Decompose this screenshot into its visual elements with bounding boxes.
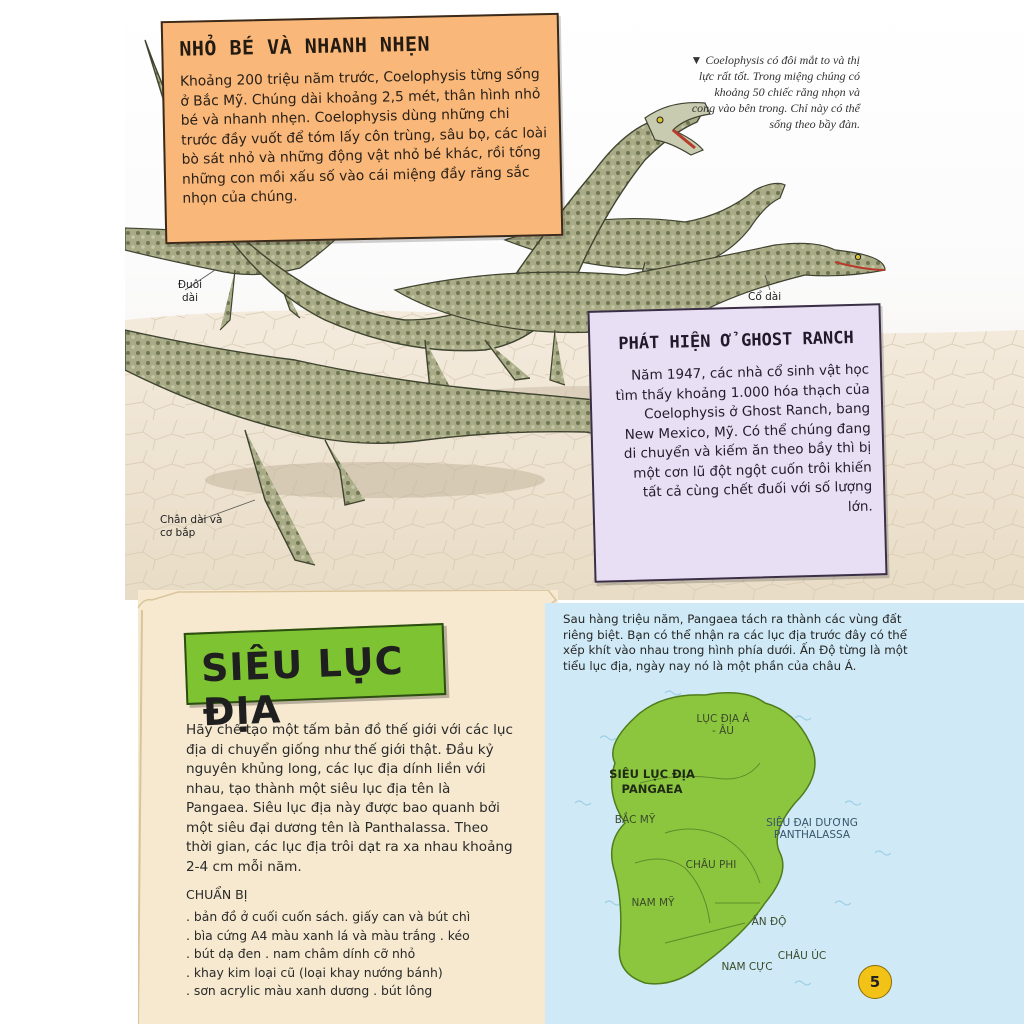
prep-list xyxy=(186,908,516,1001)
label-pangaea: SIÊU LỤC ĐỊA PANGAEA xyxy=(609,767,695,796)
prep-title: CHUẨN BỊ xyxy=(186,887,248,902)
photo-caption-text: ▼ Coelophysis có đôi mắt to và thị lực rất tốt. Trong miệng chúng có khoảng 50 chiếc răng nhọn và cong vào bên trong. Chỉ này có thể sống theo bầy đàn. xyxy=(690,53,860,131)
label-ocean: SIÊU ĐẠI DƯƠNG PANTHALASSA xyxy=(766,817,858,841)
info-box-small-fast xyxy=(161,13,564,244)
info-box-title: NHỎ BÉ VÀ NHANH NHẸN xyxy=(179,31,431,61)
label-africa: CHÂU PHI xyxy=(685,859,737,871)
info-box-body: Khoảng 200 triệu năm trước, Coelophysis từng sống ở Bắc Mỹ. Chúng dài khoảng 2,5 mét, thân hình nhỏ bé và nhanh nhẹn. Coelophysis dùng những chi trước đầy vuốt để tóm lấy côn trùng, sâu bọ, các loài bò sát nhỏ và những động vật nhỏ bé khác, rồi tống những con mồi xấu số vào cái miệng đầy răng sắc nhọn của chúng. xyxy=(179,66,548,207)
info-box-body: Năm 1947, các nhà cổ sinh vật học tìm thấy khoảng 1.000 hóa thạch của Coelophysis ở Ghost Ranch, bang New Mexico, Mỹ. Có thể chúng đang di chuyển và kiếm ăn theo bầy thì bị một cơn lũ đột ngột cuốn trôi khiến tất cả cùng chết đuối với số lượng lớn. xyxy=(615,361,873,515)
label-neck: Cổ dài xyxy=(748,291,782,303)
label-eurasia: LỤC ĐỊA Á - ÂU xyxy=(696,713,750,737)
list-item: . khay kim loại cũ (loại khay nướng bánh) xyxy=(186,964,443,980)
craft-description: Hãy chế tạo một tấm bản đồ thế giới với các lục địa di chuyển giống như thế giới thật. Đầu kỷ nguyên khủng long, các lục địa dính liền với nhau, tạo thành một siêu lục địa tên là Pangaea. Siêu lục địa này được bao quanh bởi một siêu đại dương tên là Panthalassa. Theo thời gian, các lục địa trôi dạt ra xa nhau khoảng 2-4 cm mỗi năm. xyxy=(186,722,513,875)
label-legs: Chân dài và cơ bắp xyxy=(160,514,223,539)
photo-caption xyxy=(690,52,860,132)
label-india: ẤN ĐỘ xyxy=(751,916,787,928)
list-item: . sơn acrylic màu xanh dương . bút lông xyxy=(186,983,433,998)
label-tail: Đuôi dài xyxy=(177,279,203,304)
label-antarctica: NAM CỰC xyxy=(721,961,773,973)
list-item: . bút dạ đen . nam châm dính cỡ nhỏ xyxy=(186,946,416,961)
craft-title-badge xyxy=(184,623,447,735)
label-australia: CHÂU ÚC xyxy=(777,950,827,962)
info-box-ghost-ranch xyxy=(587,303,887,583)
craft-title: SIÊU LỤC ĐỊA xyxy=(200,638,405,735)
map-intro: Sau hàng triệu năm, Pangaea tách ra thành các vùng đất riêng biệt. Bạn có thể nhận ra các lục địa trước đây có thể xếp khít vào nhau trong hình phía dưới. Ấn Độ từng là một tiểu lục địa, ngày nay nó là một phần của châu Á. xyxy=(563,612,908,673)
info-box-title: PHÁT HIỆN Ở GHOST RANCH xyxy=(618,327,854,355)
page-number: 5 xyxy=(858,965,892,999)
list-item: . bản đồ ở cuối cuốn sách. giấy can và bút chì xyxy=(186,909,471,924)
label-north-america: BẮC MỸ xyxy=(614,814,656,826)
list-item: . bìa cứng A4 màu xanh lá và màu trắng . kéo xyxy=(186,927,470,943)
label-south-america: NAM MỸ xyxy=(631,897,675,909)
